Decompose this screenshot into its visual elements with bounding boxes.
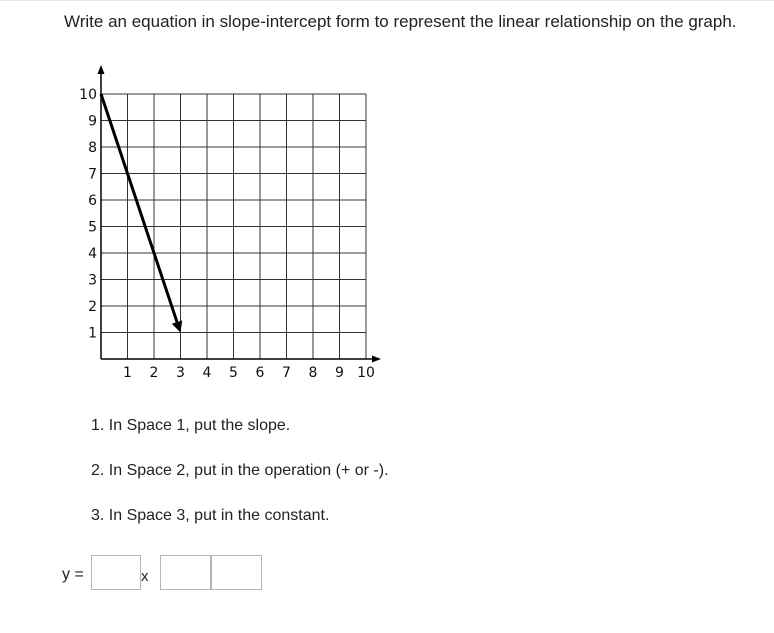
x-tick-label: 4 <box>202 365 212 381</box>
x-axis-arrow-icon <box>372 356 381 363</box>
y-tick-label: 8 <box>88 140 97 156</box>
instruction-step-2: 2. In Space 2, put in the operation (+ or -). <box>91 462 389 479</box>
x-tick-label: 1 <box>123 365 132 381</box>
x-tick-label: 10 <box>357 365 375 381</box>
x-variable-label: x <box>141 568 149 585</box>
question-prompt: Write an equation in slope-intercept form to represent the linear relationship on the graph. <box>64 12 737 31</box>
data-line-segment <box>101 94 177 322</box>
y-tick-label: 4 <box>88 246 97 262</box>
coordinate-graph <box>60 62 390 382</box>
space-1-slope-input[interactable] <box>91 555 141 590</box>
x-tick-label: 2 <box>149 365 159 381</box>
space-3-constant-input[interactable] <box>211 555 262 590</box>
y-tick-label: 2 <box>88 299 97 315</box>
y-tick-label: 9 <box>88 113 97 130</box>
x-tick-label: 8 <box>308 365 318 381</box>
instruction-step-1: 1. In Space 1, put the slope. <box>91 417 291 434</box>
instruction-step-3: 3. In Space 3, put in the constant. <box>91 507 330 524</box>
top-divider <box>0 0 774 1</box>
y-tick-label: 3 <box>88 272 97 289</box>
y-axis-arrow-icon <box>98 65 105 74</box>
x-tick-label: 5 <box>229 365 238 381</box>
y-tick-labels <box>79 87 97 342</box>
graph-grid <box>101 94 366 359</box>
y-tick-label: 6 <box>88 193 97 209</box>
y-tick-label: 1 <box>88 325 97 342</box>
x-tick-label: 3 <box>176 365 185 381</box>
x-tick-label: 7 <box>282 365 291 381</box>
space-2-operation-input[interactable] <box>160 555 211 590</box>
graph-line <box>101 94 182 333</box>
x-tick-label: 6 <box>255 365 265 381</box>
y-tick-label: 5 <box>88 219 97 236</box>
x-tick-label: 9 <box>335 365 344 381</box>
x-tick-labels <box>123 365 375 381</box>
y-tick-label: 7 <box>88 166 97 183</box>
line-arrowhead-icon <box>172 320 182 332</box>
y-tick-label: 10 <box>79 87 97 103</box>
y-equals-label: y = <box>62 566 84 583</box>
